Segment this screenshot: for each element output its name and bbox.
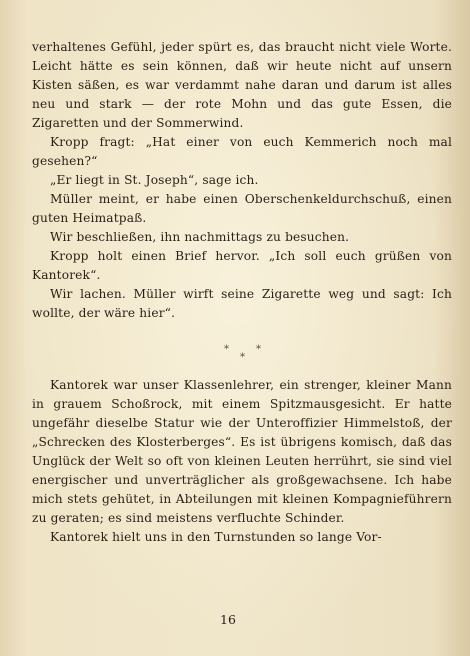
paragraph: Kropp holt einen Brief hervor. „Ich soll euch grüßen von Kantorek“. (32, 249, 452, 282)
text-block-top (32, 38, 452, 323)
paragraph: verhaltenes Gefühl, jeder spürt es, das braucht nicht viele Worte. Leicht hätte es sein können, daß wir heute nicht auf unsern Kisten säßen, es war verdammt nahe daran und darum ist alles neu und stark — der rote Mohn und das gute Essen, die Zigaretten und der Sommerwind. (32, 40, 452, 130)
paragraph: Wir beschließen, ihn nachmittags zu besuchen. (50, 230, 350, 244)
separator-star: * (240, 352, 245, 363)
paragraph: Wir lachen. Müller wirft seine Zigarette weg und sagt: Ich wollte, der wäre hier“. (32, 287, 452, 320)
paragraph: Müller meint, er habe einen Oberschenkeldurchschuß, einen guten Heimatpaß. (32, 192, 452, 225)
text-block-bottom (32, 376, 452, 547)
paragraph: Kantorek hielt uns in den Turnstunden so lange Vor- (50, 530, 382, 544)
paragraph: „Er liegt in St. Joseph“, sage ich. (50, 173, 259, 187)
separator-star: * (256, 344, 261, 355)
section-separator (0, 344, 470, 364)
separator-star: * (224, 344, 229, 355)
paragraph: Kropp fragt: „Hat einer von euch Kemmerich noch mal gesehen?“ (32, 135, 452, 168)
paragraph: Kantorek war unser Klassenlehrer, ein strenger, kleiner Mann in grauem Schoßrock, mit einem Spitzmausgesicht. Er hatte ungefähr dieselbe Statur wie der Unteroffizier Himmelstoß, der „Schrecken des Klosterberges“. Es ist übrigens komisch, daß das Unglück der Welt so oft von kleinen Leuten herrührt, sie sind viel energischer und unverträglicher als großgewachsene. Ich habe mich stets gehütet, in Abteilungen mit kleinen Kompagnieführern zu geraten; es sind meistens verfluchte Schinder. (32, 378, 452, 525)
page-number: 16 (220, 612, 236, 627)
